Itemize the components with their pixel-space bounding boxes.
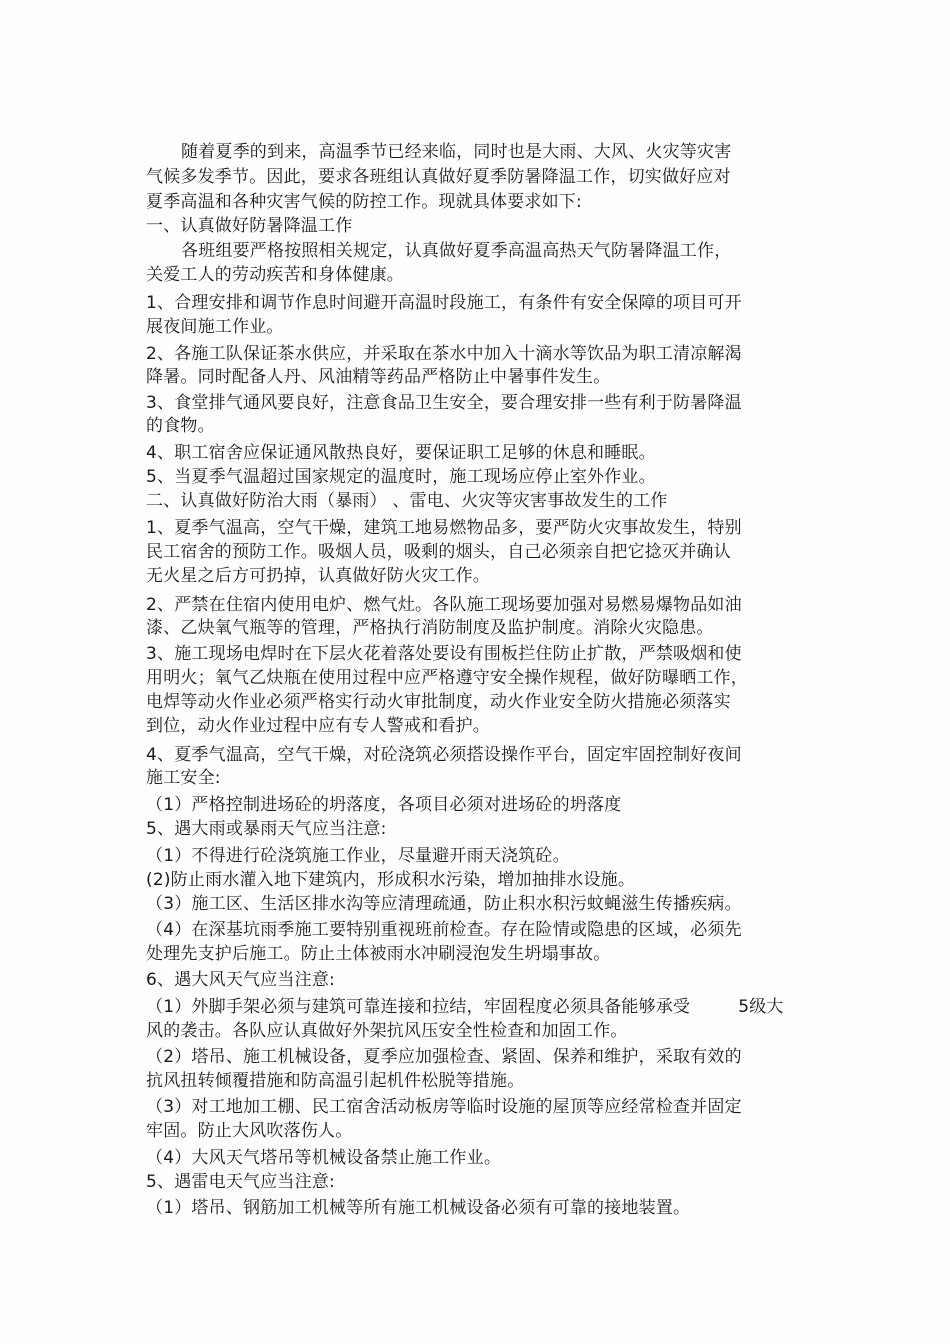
list-item: （1）外脚手架必须与建筑可靠连接和拉结，牢固程度必须具备能够承受 5级大 [146, 997, 784, 1017]
paragraph-line: 3、施工现场电焊时在下层火花着落处要设有围板拦住防止扩散，严禁吸烟和使 [146, 644, 742, 664]
paragraph-line: 2、严禁在住宿内使用电炉、燃气灶。各队施工现场要加强对易燃易爆物品如油 [146, 595, 742, 615]
paragraph-line: 关爱工人的劳动疾苦和身体健康。 [146, 265, 404, 285]
list-item: （4）大风天气塔吊等机械设备禁止施工作业。 [146, 1148, 502, 1168]
subheading: 5、遇大雨或暴雨天气应当注意: [146, 819, 387, 839]
list-item: （2）塔吊、施工机械设备，夏季应加强检查、紧固、保养和维护，采取有效的 [146, 1047, 742, 1067]
list-item: 风的袭击。各队应认真做好外架抗风压安全性检查和加固工作。 [146, 1021, 628, 1041]
paragraph-line: 3、食堂排气通风要良好，注意食品卫生安全，要合理安排一些有利于防暑降温 [146, 393, 742, 413]
paragraph-line: 到位，动火作业过程中应有专人警戒和看护。 [146, 716, 490, 736]
section-heading: 二、认真做好防治大雨（暴雨） 、雷电、火灾等灾害事故发生的工作 [146, 491, 668, 511]
paragraph-line: 民工宿舍的预防工作。吸烟人员，吸剩的烟头，自己必须亲自把它捻灭并确认 [146, 542, 731, 562]
list-item: 抗风扭转倾覆措施和防高温引起机件松脱等措施。 [146, 1071, 525, 1091]
list-item: （1）严格控制进场砼的坍落度，各项目必须对进场砼的坍落度 [146, 795, 622, 815]
paragraph-line: 漆、乙炔氧气瓶等的管理，严格执行消防制度及监护制度。消除火灾隐患。 [146, 618, 714, 638]
paragraph-line: 无火星之后方可扔掉，认真做好防火灾工作。 [146, 566, 490, 586]
list-item: 处理先支护后施工。防止土体被雨水冲刷浸泡发生坍塌事故。 [146, 944, 611, 964]
paragraph-line: 1、合理安排和调节作息时间避开高温时段施工，有条件有安全保障的项目可开 [146, 293, 742, 313]
list-item: （4）在深基坑雨季施工要特别重视班前检查。存在险情或隐患的区域，必须先 [146, 920, 742, 940]
paragraph-line: 的食物。 [146, 416, 215, 436]
paragraph-line: 降暑。同时配备人丹、风油精等药品严格防止中暑事件发生。 [146, 367, 611, 387]
paragraph-line: 4、职工宿舍应保证通风散热良好，要保证职工足够的休息和睡眠。 [146, 443, 656, 463]
paragraph-line: 施工安全: [146, 768, 221, 788]
paragraph-line: 各班组要严格按照相关规定，认真做好夏季高温高热天气防暑降温工作， [181, 241, 732, 261]
subheading: 5、遇雷电天气应当注意: [146, 1172, 335, 1192]
list-item: （1）不得进行砼浇筑施工作业，尽量避开雨天浇筑砼。 [146, 846, 570, 866]
paragraph-line: 随着夏季的到来，高温季节已经来临，同时也是大雨、大风、火灾等灾害 [181, 142, 732, 162]
subheading: 6、遇大风天气应当注意: [146, 970, 335, 990]
paragraph-line: 气候多发季节。因此，要求各班组认真做好夏季防暑降温工作，切实做好应对 [146, 167, 731, 187]
section-heading: 一、认真做好防暑降温工作 [146, 216, 353, 236]
paragraph-line: 夏季高温和各种灾害气候的防控工作。现就具体要求如下: [146, 192, 582, 212]
paragraph-line: 展夜间施工作业。 [146, 317, 284, 337]
list-item: (2)防止雨水灌入地下建筑内，形成积水污染，增加抽排水设施。 [146, 870, 636, 890]
list-item: （1）塔吊、钢筋加工机械等所有施工机械设备必须有可靠的接地装置。 [146, 1198, 691, 1218]
list-item: 牢固。防止大风吹落伤人。 [146, 1121, 353, 1141]
paragraph-line: 4、夏季气温高，空气干燥，对砼浇筑必须搭设操作平台，固定牢固控制好夜间 [146, 745, 742, 765]
paragraph-line: 电焊等动火作业必须严格实行动火审批制度，动火作业安全防火措施必须落实 [146, 692, 731, 712]
list-item: （3）对工地加工棚、民工宿舍活动板房等临时设施的屋顶等应经常检查并固定 [146, 1097, 742, 1117]
paragraph-line: 用明火；氧气乙炔瓶在使用过程中应严格遵守安全操作规程，做好防曝晒工作， [146, 668, 748, 688]
paragraph-line: 1、夏季气温高，空气干燥，建筑工地易燃物品多，要严防火灾事故发生，特别 [146, 518, 742, 538]
list-item: （3）施工区、生活区排水沟等应清理疏通，防止积水积污蚊蝇滋生传播疾病。 [146, 894, 742, 914]
paragraph-line: 2、各施工队保证茶水供应，并采取在茶水中加入十滴水等饮品为职工清凉解渴 [146, 344, 742, 364]
paragraph-line: 5、当夏季气温超过国家规定的温度时，施工现场应停止室外作业。 [146, 467, 656, 487]
